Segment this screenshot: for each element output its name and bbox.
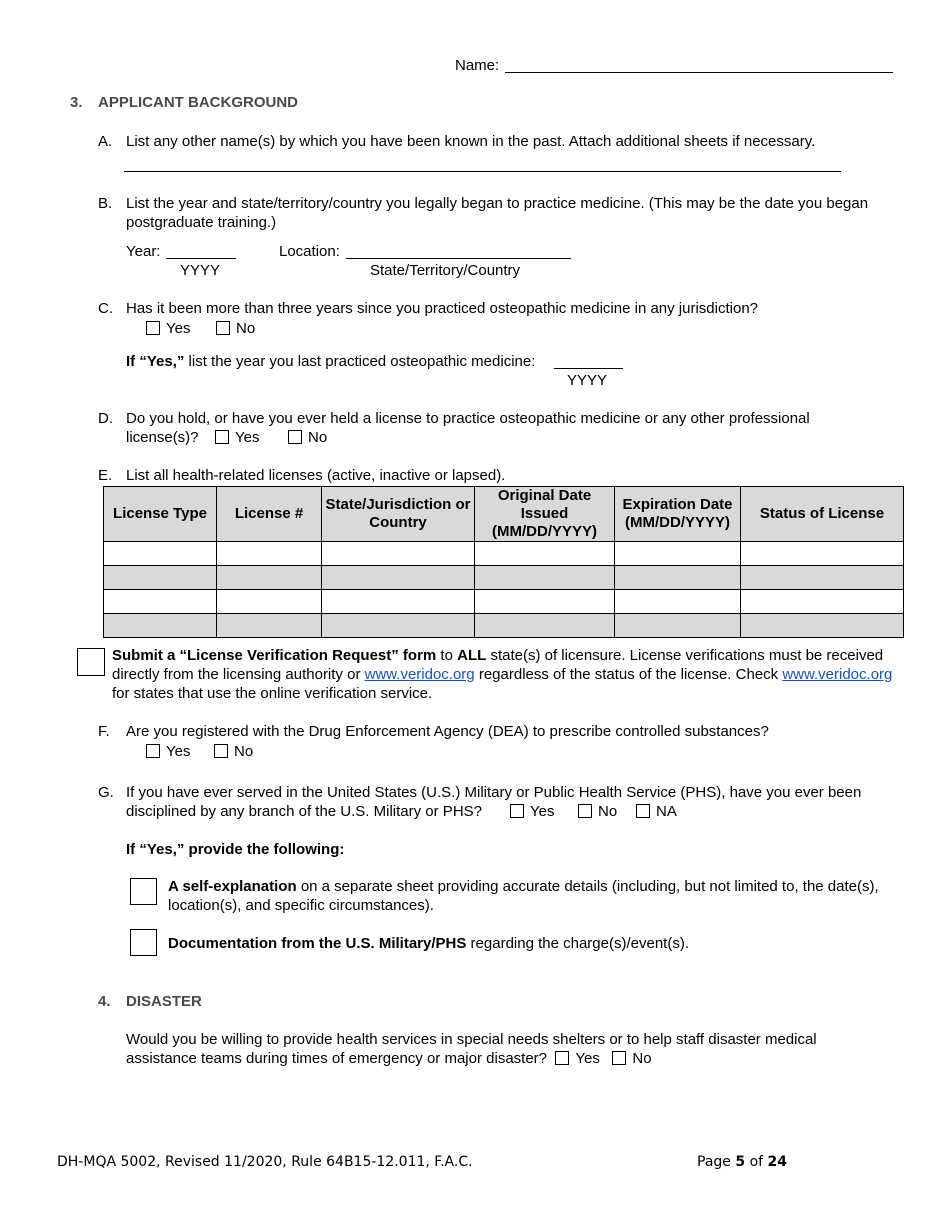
verification-text-2: state(s) of licensure. License verifications must be received directly from the licensing authority or bbox=[112, 647, 884, 683]
table-cell[interactable] bbox=[615, 542, 741, 566]
verification-checkbox[interactable] bbox=[77, 648, 105, 676]
g-no-checkbox[interactable] bbox=[578, 804, 592, 818]
other-names-field[interactable] bbox=[124, 171, 841, 172]
c-followup-text: list the year you last practiced osteopathic medicine: bbox=[188, 353, 536, 370]
table-cell[interactable] bbox=[104, 614, 217, 638]
col-license-number: License # bbox=[217, 487, 322, 542]
disaster-yes-label: Yes bbox=[575, 1050, 600, 1067]
g-yes-label: Yes bbox=[530, 803, 555, 820]
verification-text bbox=[112, 646, 902, 703]
g-yes-option[interactable] bbox=[510, 802, 554, 821]
self-explanation-checkbox[interactable] bbox=[130, 878, 157, 905]
item-d-text-line1: Do you hold, or have you ever held a license to practice osteopathic medicine or any other professional bbox=[126, 410, 810, 427]
item-c-text: Has it been more than three years since you practiced osteopathic medicine in any jurisdiction? bbox=[126, 300, 759, 317]
c-followup bbox=[126, 352, 535, 371]
g-no-label: No bbox=[598, 803, 618, 820]
col-license-type: License Type bbox=[104, 487, 217, 542]
f-yes-option[interactable] bbox=[146, 742, 190, 761]
g-yes-checkbox[interactable] bbox=[510, 804, 524, 818]
d-yes-checkbox[interactable] bbox=[215, 430, 229, 444]
c-no-label: No bbox=[236, 320, 256, 337]
item-c-letter: C. bbox=[98, 300, 113, 317]
table-cell[interactable] bbox=[217, 542, 322, 566]
c-yes-option[interactable] bbox=[146, 319, 190, 338]
footer-page-num: 5 bbox=[735, 1154, 746, 1170]
section-4-number: 4. bbox=[98, 993, 111, 1010]
section-3-number: 3. bbox=[70, 94, 83, 111]
verification-text-4: for states that use the online verification service. bbox=[112, 685, 433, 702]
table-cell[interactable] bbox=[615, 590, 741, 614]
c-no-checkbox[interactable] bbox=[216, 321, 230, 335]
table-cell[interactable] bbox=[217, 566, 322, 590]
item-g-text-line1: If you have ever served in the United States (U.S.) Military or Public Health Service (PHS), have you ever been bbox=[126, 784, 862, 801]
disaster-no-checkbox[interactable] bbox=[612, 1051, 626, 1065]
f-yes-checkbox[interactable] bbox=[146, 744, 160, 758]
footer-of-label: of bbox=[749, 1154, 764, 1170]
table-cell[interactable] bbox=[104, 590, 217, 614]
veridoc-link-2[interactable]: www.veridoc.org bbox=[782, 666, 893, 683]
table-cell[interactable] bbox=[104, 566, 217, 590]
g-na-checkbox[interactable] bbox=[636, 804, 650, 818]
license-table bbox=[103, 486, 904, 638]
item-e-letter: E. bbox=[98, 467, 113, 484]
table-cell[interactable] bbox=[741, 614, 904, 638]
table-cell[interactable] bbox=[615, 566, 741, 590]
year-label: Year: bbox=[126, 243, 161, 260]
verification-text-3: regardless of the status of the license. Check bbox=[478, 666, 779, 683]
name-label: Name: bbox=[455, 57, 500, 74]
c-yes-label: Yes bbox=[166, 320, 191, 337]
item-d-letter: D. bbox=[98, 410, 113, 427]
table-cell[interactable] bbox=[322, 590, 475, 614]
table-row bbox=[104, 542, 904, 566]
item-g-text-line2: disciplined by any branch of the U.S. Military or PHS? bbox=[126, 803, 482, 820]
item-e-text: List all health-related licenses (active, inactive or lapsed). bbox=[126, 467, 506, 484]
table-row bbox=[104, 566, 904, 590]
table-cell[interactable] bbox=[615, 614, 741, 638]
g-na-option[interactable] bbox=[636, 802, 677, 821]
disaster-yes-checkbox[interactable] bbox=[555, 1051, 569, 1065]
table-cell[interactable] bbox=[741, 590, 904, 614]
table-cell[interactable] bbox=[322, 542, 475, 566]
d-no-option[interactable] bbox=[288, 428, 327, 447]
table-cell[interactable] bbox=[475, 590, 615, 614]
f-yes-label: Yes bbox=[166, 743, 191, 760]
military-documentation-text bbox=[168, 934, 888, 953]
col-expiration-date: Expiration Date (MM/DD/YYYY) bbox=[615, 487, 741, 542]
d-yes-label: Yes bbox=[235, 429, 260, 446]
g-followup: If “Yes,” provide the following: bbox=[126, 841, 345, 858]
d-no-checkbox[interactable] bbox=[288, 430, 302, 444]
g-no-option[interactable] bbox=[578, 802, 617, 821]
section-4-title: DISASTER bbox=[126, 993, 202, 1010]
table-row bbox=[104, 614, 904, 638]
item-a-letter: A. bbox=[98, 133, 113, 150]
name-field[interactable] bbox=[505, 72, 893, 73]
self-explanation-desc: on a separate sheet providing accurate details (including, but not limited to, the date(s), location(s), and specific circumstances). bbox=[168, 878, 879, 914]
item-b-letter: B. bbox=[98, 195, 113, 212]
license-table-header bbox=[104, 487, 904, 542]
location-field[interactable] bbox=[346, 258, 571, 259]
disaster-question bbox=[126, 1030, 866, 1068]
c-followup-bold: If “Yes,” bbox=[126, 353, 185, 370]
table-cell[interactable] bbox=[475, 542, 615, 566]
c-yes-checkbox[interactable] bbox=[146, 321, 160, 335]
disaster-yes-option[interactable] bbox=[555, 1050, 599, 1067]
c-no-option[interactable] bbox=[216, 319, 255, 338]
disaster-text: Would you be willing to provide health services in special needs shelters or to help staff disaster medical assistance teams during times of emergency or major disaster? bbox=[126, 1031, 817, 1067]
item-f-text: Are you registered with the Drug Enforcement Agency (DEA) to prescribe controlled substances? bbox=[126, 723, 769, 740]
f-no-option[interactable] bbox=[214, 742, 253, 761]
location-label: Location: bbox=[279, 243, 340, 260]
d-yes-option[interactable] bbox=[215, 428, 259, 447]
section-3-title: APPLICANT BACKGROUND bbox=[98, 94, 298, 111]
table-cell[interactable] bbox=[475, 566, 615, 590]
item-b-text: List the year and state/territory/country you legally began to practice medicine. (This may be the date you began postgraduate training.) bbox=[126, 195, 869, 231]
self-explanation-text bbox=[168, 877, 888, 915]
self-explanation-bold: A self-explanation bbox=[168, 878, 297, 895]
footer-page-indicator bbox=[697, 1153, 787, 1172]
table-cell[interactable] bbox=[217, 590, 322, 614]
verification-bold-2: ALL bbox=[457, 647, 487, 664]
year-hint: YYYY bbox=[180, 262, 221, 279]
item-a-text: List any other name(s) by which you have been known in the past. Attach additional sheets if necessary. bbox=[126, 133, 816, 150]
col-state-jurisdiction: State/Jurisdiction or Country bbox=[322, 487, 475, 542]
item-d-text-line2: license(s)? bbox=[126, 429, 199, 446]
f-no-label: No bbox=[234, 743, 254, 760]
last-practiced-year-field[interactable] bbox=[554, 368, 623, 369]
table-cell[interactable] bbox=[217, 614, 322, 638]
table-cell[interactable] bbox=[475, 614, 615, 638]
table-cell[interactable] bbox=[741, 566, 904, 590]
footer-page-label: Page bbox=[697, 1154, 731, 1170]
f-no-checkbox[interactable] bbox=[214, 744, 228, 758]
military-documentation-bold: Documentation from the U.S. Military/PHS bbox=[168, 935, 467, 952]
disaster-no-option[interactable] bbox=[612, 1050, 651, 1067]
item-f-letter: F. bbox=[98, 723, 110, 740]
footer-form-id: DH-MQA 5002, Revised 11/2020, Rule 64B15-12.011, F.A.C. bbox=[57, 1154, 473, 1170]
table-row bbox=[104, 590, 904, 614]
table-cell[interactable] bbox=[104, 542, 217, 566]
verification-text-1: to bbox=[440, 647, 453, 664]
g-na-label: NA bbox=[656, 803, 677, 820]
col-original-date: Original Date Issued (MM/DD/YYYY) bbox=[475, 487, 615, 542]
veridoc-link-1[interactable]: www.veridoc.org bbox=[364, 666, 475, 683]
verification-bold-1: Submit a “License Verification Request” form bbox=[112, 647, 437, 664]
location-hint: State/Territory/Country bbox=[370, 262, 521, 279]
item-g-letter: G. bbox=[98, 784, 114, 801]
year-field[interactable] bbox=[166, 258, 236, 259]
c-year-hint: YYYY bbox=[567, 372, 608, 389]
military-documentation-checkbox[interactable] bbox=[130, 929, 157, 956]
d-no-label: No bbox=[308, 429, 328, 446]
col-status: Status of License bbox=[741, 487, 904, 542]
table-cell[interactable] bbox=[322, 614, 475, 638]
footer-page-total: 24 bbox=[767, 1154, 787, 1170]
disaster-no-label: No bbox=[632, 1050, 652, 1067]
table-cell[interactable] bbox=[322, 566, 475, 590]
military-documentation-desc: regarding the charge(s)/event(s). bbox=[470, 935, 689, 952]
table-cell[interactable] bbox=[741, 542, 904, 566]
